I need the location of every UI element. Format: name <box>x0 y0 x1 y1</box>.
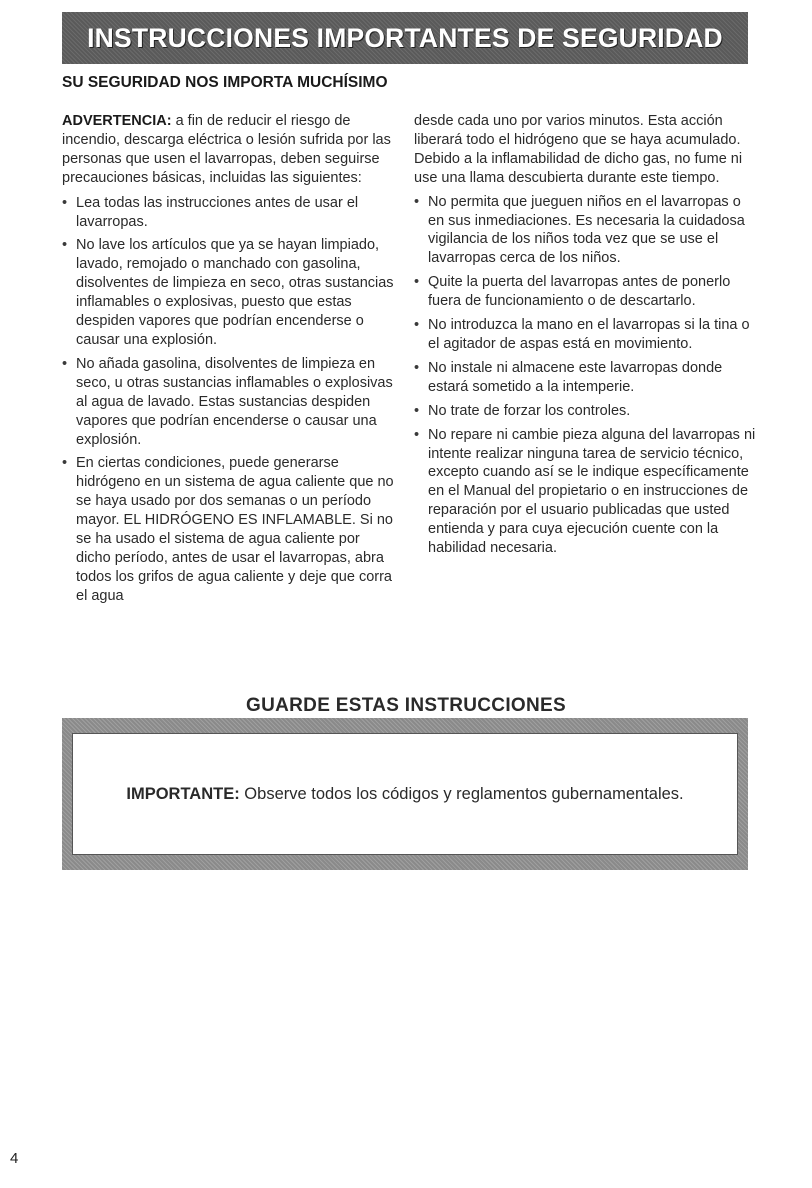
list-item: • No instale ni almacene este lavarropas donde estará sometido a la intemperie. <box>414 359 759 397</box>
save-instructions-heading: GUARDE ESTAS INSTRUCCIONES <box>246 695 566 716</box>
important-text: Observe todos los códigos y reglamentos gubernamentales. <box>239 784 684 803</box>
important-notice-box <box>62 718 748 870</box>
left-column <box>62 112 398 611</box>
important-notice-inner <box>72 733 738 855</box>
right-column <box>414 112 759 563</box>
page-title: INSTRUCCIONES IMPORTANTES DE SEGURIDAD <box>87 22 723 53</box>
list-item: • No trate de forzar los controles. <box>414 402 759 421</box>
left-bullet-list <box>62 194 398 606</box>
list-item: • Quite la puerta del lavarropas antes de ponerlo fuera de funcionamiento o de descartarlo. <box>414 273 759 311</box>
list-item: • En ciertas condiciones, puede generarse hidrógeno en un sistema de agua caliente que no se haya usado por dos semanas o un período mayor. EL HIDRÓGENO ES INFLAMABLE. Si no se ha usado el sistema de agua caliente por dicho período, antes de usar el lavarropas, abra todos los grifos de agua caliente y deje que corra el agua <box>62 454 398 605</box>
warning-text: a fin de reducir el riesgo de incendio, descarga eléctrica o lesión sufrida por las personas que usen el lavarropas, deben seguirse precauciones básicas, incluidas las siguientes: <box>62 113 391 186</box>
important-label: IMPORTANTE: <box>126 784 240 803</box>
list-item: • No añada gasolina, disolventes de limpieza en seco, u otras sustancias inflamables o explosivas al agua de lavado. Estas sustancias despiden vapores que podrían encenderse o causar una explosión. <box>62 355 398 450</box>
list-item-continuation: desde cada uno por varios minutos. Esta acción liberará todo el hidrógeno que se haya acumulado. Debido a la inflamabilidad de dicho gas, no fume ni use una llama descubierta durante este tiempo. <box>414 113 743 186</box>
list-item: • No permita que jueguen niños en el lavarropas o en sus inmediaciones. Es necesaria la cuidadosa vigilancia de los niños toda vez que se use el lavarropas cerca de los niños. <box>414 193 759 269</box>
title-banner <box>62 12 748 64</box>
page-number: 4 <box>10 1150 19 1167</box>
list-item: • No repare ni cambie pieza alguna del lavarropas ni intente realizar ninguna tarea de servicio técnico, excepto cuando así se le indique específicamente en el Manual del propietario o en instrucciones de reparación por el usuario publicadas que usted entienda y para cuya ejecución cuente con la habilidad necesaria. <box>414 426 759 558</box>
important-notice <box>126 785 683 804</box>
list-item: • Lea todas las instrucciones antes de usar el lavarropas. <box>62 194 398 232</box>
warning-paragraph <box>62 112 398 188</box>
section-subtitle: SU SEGURIDAD NOS IMPORTA MUCHÍSIMO <box>62 74 388 91</box>
list-item: • No introduzca la mano en el lavarropas si la tina o el agitador de aspas está en movimiento. <box>414 316 759 354</box>
right-bullet-list <box>414 112 759 558</box>
list-item: • No lave los artículos que ya se hayan limpiado, lavado, remojado o manchado con gasolina, disolventes de limpieza en seco, otras sustancias inflamables o explosivas, puesto que estas despiden vapores que podrían encenderse o causar una explosión. <box>62 236 398 349</box>
warning-label: ADVERTENCIA: <box>62 113 172 129</box>
